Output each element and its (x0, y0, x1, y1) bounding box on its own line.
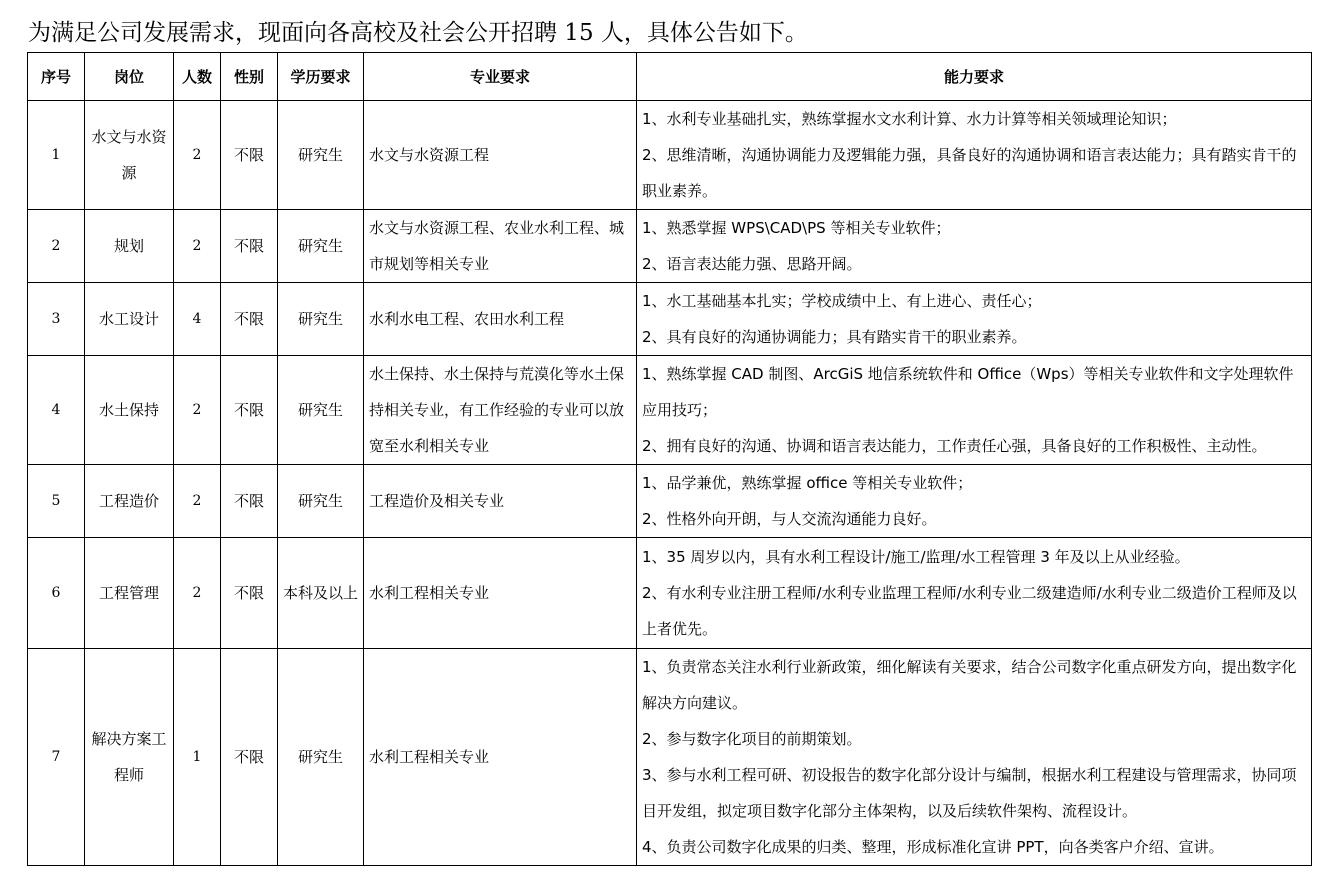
cell-education: 研究生 (278, 101, 364, 210)
cell-index: 7 (28, 649, 85, 866)
ability-line: 1、35 周岁以内，具有水利工程设计/施工/监理/水工程管理 3 年及以上从业经验。 (642, 548, 1190, 566)
cell-index: 6 (28, 538, 85, 649)
table-row (28, 101, 1312, 210)
ability-line: 2、思维清晰，沟通协调能力及逻辑能力强，具备良好的沟通协调和语言表达能力；具有踏实肯干的职业素养。 (642, 146, 1297, 200)
cell-position: 水土保持 (85, 356, 174, 465)
cell-gender: 不限 (221, 283, 278, 356)
cell-gender: 不限 (221, 649, 278, 866)
cell-ability (637, 465, 1312, 538)
cell-count: 2 (174, 356, 221, 465)
cell-major: 水利水电工程、农田水利工程 (364, 283, 637, 356)
cell-count: 4 (174, 283, 221, 356)
cell-count: 1 (174, 649, 221, 866)
table-row (28, 356, 1312, 465)
ability-line: 2、有水利专业注册工程师/水利专业监理工程师/水利专业二级建造师/水利专业二级造价工程师及以上者优先。 (642, 584, 1297, 638)
table-row (28, 283, 1312, 356)
header-position: 岗位 (85, 53, 174, 101)
cell-major: 工程造价及相关专业 (364, 465, 637, 538)
ability-line: 2、参与数字化项目的前期策划。 (642, 730, 862, 748)
cell-education: 本科及以上 (278, 538, 364, 649)
cell-ability (637, 356, 1312, 465)
cell-count: 2 (174, 101, 221, 210)
ability-line: 1、水工基础基本扎实；学校成绩中上、有上进心、责任心； (642, 292, 1042, 310)
cell-gender: 不限 (221, 465, 278, 538)
cell-ability (637, 649, 1312, 866)
header-row (28, 53, 1312, 101)
cell-gender: 不限 (221, 356, 278, 465)
ability-line: 3、参与水利工程可研、初设报告的数字化部分设计与编制，根据水利工程建设与管理需求，协同项目开发组，拟定项目数字化部分主体架构，以及后续软件架构、流程设计。 (642, 766, 1297, 820)
table-row (28, 465, 1312, 538)
ability-line: 4、负责公司数字化成果的归类、整理，形成标准化宣讲 PPT，向各类客户介绍、宣讲。 (642, 838, 1224, 856)
cell-gender: 不限 (221, 101, 278, 210)
table-row (28, 210, 1312, 283)
ability-line: 2、拥有良好的沟通、协调和语言表达能力，工作责任心强，具备良好的工作积极性、主动性。 (642, 437, 1267, 455)
cell-major: 水文与水资源工程 (364, 101, 637, 210)
cell-gender: 不限 (221, 210, 278, 283)
cell-index: 2 (28, 210, 85, 283)
header-gender: 性别 (221, 53, 278, 101)
ability-line: 1、水利专业基础扎实，熟练掌握水文水利计算、水力计算等相关领域理论知识； (642, 110, 1177, 128)
cell-education: 研究生 (278, 649, 364, 866)
cell-major: 水利工程相关专业 (364, 538, 637, 649)
table-row (28, 649, 1312, 866)
cell-major: 水文与水资源工程、农业水利工程、城市规划等相关专业 (364, 210, 637, 283)
cell-position: 水文与水资源 (85, 101, 174, 210)
ability-line: 2、性格外向开朗，与人交流沟通能力良好。 (642, 510, 937, 528)
cell-index: 3 (28, 283, 85, 356)
cell-education: 研究生 (278, 465, 364, 538)
cell-education: 研究生 (278, 356, 364, 465)
cell-count: 2 (174, 465, 221, 538)
cell-ability (637, 538, 1312, 649)
header-index: 序号 (28, 53, 85, 101)
ability-line: 1、熟悉掌握 WPS\CAD\PS 等相关专业软件； (642, 219, 951, 237)
cell-position: 工程造价 (85, 465, 174, 538)
cell-education: 研究生 (278, 210, 364, 283)
cell-index: 1 (28, 101, 85, 210)
ability-line: 2、语言表达能力强、思路开阔。 (642, 255, 862, 273)
ability-line: 1、熟练掌握 CAD 制图、ArcGiS 地信系统软件和 Office（Wps）等相关专业软件和文字处理软件应用技巧； (642, 365, 1294, 419)
header-education: 学历要求 (278, 53, 364, 101)
cell-index: 5 (28, 465, 85, 538)
header-major: 专业要求 (364, 53, 637, 101)
ability-line: 1、品学兼优，熟练掌握 office 等相关专业软件； (642, 474, 973, 492)
cell-count: 2 (174, 210, 221, 283)
ability-line: 2、具有良好的沟通协调能力；具有踏实肯干的职业素养。 (642, 328, 1027, 346)
cell-ability (637, 101, 1312, 210)
cell-education: 研究生 (278, 283, 364, 356)
cell-major: 水利工程相关专业 (364, 649, 637, 866)
cell-position: 水工设计 (85, 283, 174, 356)
header-count: 人数 (174, 53, 221, 101)
cell-major: 水土保持、水土保持与荒漠化等水土保持相关专业，有工作经验的专业可以放宽至水利相关专业 (364, 356, 637, 465)
cell-gender: 不限 (221, 538, 278, 649)
table-row (28, 538, 1312, 649)
intro-text: 为满足公司发展需求，现面向各高校及社会公开招聘 15 人，具体公告如下。 (28, 20, 808, 46)
cell-position: 解决方案工程师 (85, 649, 174, 866)
header-ability: 能力要求 (637, 53, 1312, 101)
cell-count: 2 (174, 538, 221, 649)
cell-ability (637, 283, 1312, 356)
cell-position: 规划 (85, 210, 174, 283)
recruitment-table (27, 52, 1312, 866)
ability-line: 1、负责常态关注水利行业新政策，细化解读有关要求，结合公司数字化重点研发方向，提出数字化解决方向建议。 (642, 658, 1297, 712)
cell-ability (637, 210, 1312, 283)
cell-position: 工程管理 (85, 538, 174, 649)
cell-index: 4 (28, 356, 85, 465)
